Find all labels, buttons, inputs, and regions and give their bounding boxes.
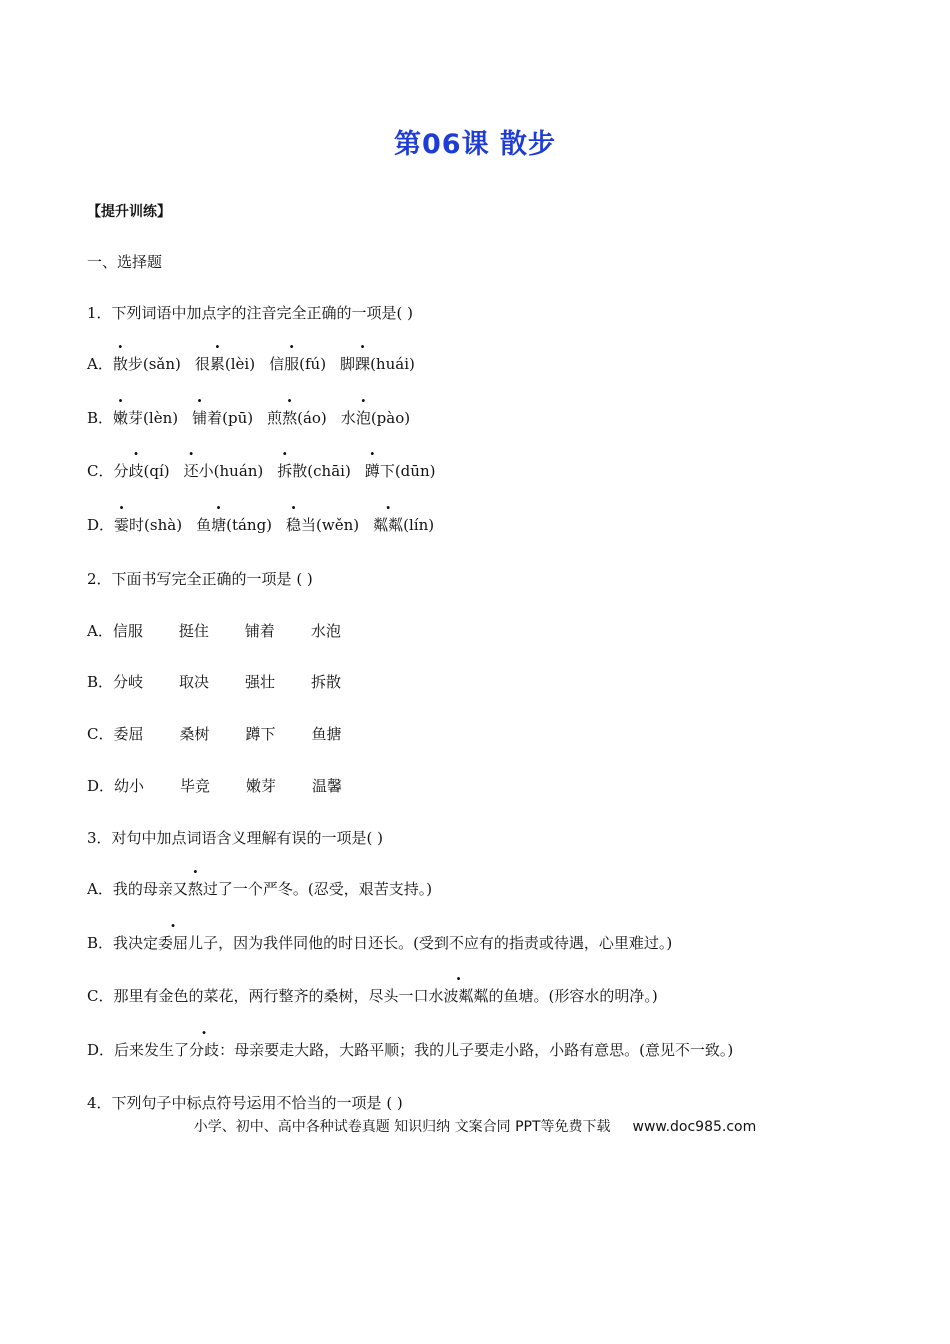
sentence-post: ：母亲要走大路，大路平顺；我的儿子要走小路，小路有意思。(意见不一致。) — [219, 1041, 734, 1059]
word-part: (huái) — [370, 355, 415, 373]
q4-stem: 4．下列句子中标点符号运用不恰当的一项是 ( ) — [87, 1094, 403, 1112]
option-label: C． — [87, 725, 114, 743]
dotted-word: 水波粼粼 — [428, 987, 489, 1005]
option-label: B． — [87, 673, 114, 691]
word-item — [113, 461, 169, 481]
q2-option-a — [87, 621, 377, 641]
option-label: D． — [87, 1041, 115, 1059]
dotted-word: 分歧 — [189, 1041, 220, 1059]
footer-text: 小学、初中、高中各种试卷真题 知识归纳 文案合同 PPT等免费下载 — [193, 1119, 611, 1135]
word-item — [286, 515, 359, 535]
word-part: 步(sǎn) — [127, 355, 181, 373]
option-label: C． — [87, 987, 114, 1005]
footer-link[interactable]: www.doc985.com — [632, 1119, 757, 1135]
word-part: 很 — [194, 355, 210, 373]
word-part: 时(shà) — [129, 516, 183, 534]
word-part: (táng) — [226, 516, 273, 534]
dotted-char: 嫩 — [113, 409, 129, 427]
option-label: D． — [87, 516, 115, 534]
option-word: 挺住 — [178, 622, 209, 640]
dotted-char: 散 — [112, 355, 128, 373]
dotted-char: 泡 — [355, 409, 371, 427]
word-part: (lèi) — [224, 355, 256, 373]
word-item — [267, 408, 327, 428]
sentence-post: 的鱼塘。(形容水的明净。) — [488, 987, 658, 1005]
option-label: C． — [87, 462, 114, 480]
word-part: 下(dūn) — [379, 462, 436, 480]
word-item — [365, 461, 436, 481]
section-heading: 【提升训练】 — [87, 204, 171, 220]
page-title: 第06课 散步 — [394, 129, 556, 160]
dotted-char: 歧 — [128, 462, 144, 480]
word-part: 煎 — [267, 409, 283, 427]
word-item — [113, 354, 181, 374]
sentence-post: 过了一个严冬。(忍受，艰苦支持。) — [202, 880, 433, 898]
word-part: (fú) — [299, 355, 327, 373]
dotted-char: 蹲 — [364, 462, 380, 480]
q3-option-d — [87, 1040, 733, 1060]
word-part: (áo) — [297, 409, 327, 427]
option-word: 取决 — [179, 673, 210, 691]
sentence-pre: 我决定 — [113, 934, 159, 952]
q3-stem: 3．对句中加点词语含义理解有误的一项是( ) — [87, 829, 384, 847]
word-part: 鱼 — [196, 516, 212, 534]
dotted-char: 粼粼 — [373, 516, 404, 534]
word-item — [340, 354, 415, 374]
option-label: D． — [87, 777, 115, 795]
word-item — [184, 461, 264, 481]
option-word: 温馨 — [312, 777, 343, 795]
dotted-char: 霎 — [114, 516, 130, 534]
part-heading: 一、选择题 — [87, 253, 163, 271]
word-item — [113, 408, 178, 428]
word-part: 水 — [340, 409, 356, 427]
option-word: 强壮 — [245, 673, 276, 691]
option-word: 委屈 — [113, 725, 144, 743]
option-label: B． — [87, 409, 114, 427]
q2-option-c — [87, 724, 377, 744]
q3-option-a — [87, 879, 432, 899]
word-part: (lín) — [403, 516, 435, 534]
option-word: 幼小 — [114, 777, 145, 795]
word-item — [114, 515, 182, 535]
dotted-char: 拆 — [277, 462, 293, 480]
option-word: 分岐 — [113, 673, 144, 691]
sentence-post: 儿子，因为我伴同他的时日还长。(受到不应有的指责或待遇，心里难过。) — [188, 934, 673, 952]
option-word: 毕竞 — [180, 777, 211, 795]
word-part: 分 — [113, 462, 129, 480]
word-part: 散(chāi) — [292, 462, 351, 480]
word-part: 当(wěn) — [301, 516, 360, 534]
word-part: (qí) — [143, 462, 170, 480]
option-word: 嫩芽 — [246, 777, 277, 795]
word-part: 脚 — [340, 355, 356, 373]
dotted-char: 累 — [209, 355, 225, 373]
q1-stem: 1．下列词语中加点字的注音完全正确的一项是( ) — [87, 304, 414, 322]
dotted-char: 服 — [284, 355, 300, 373]
dotted-char: 稳 — [286, 516, 302, 534]
word-item — [277, 461, 351, 481]
option-word: 桑树 — [179, 725, 210, 743]
option-word: 蹲下 — [245, 725, 276, 743]
q3-option-b — [87, 933, 672, 953]
option-word: 鱼搪 — [311, 725, 342, 743]
footer — [0, 1116, 950, 1136]
q2-option-d — [87, 776, 378, 796]
dotted-char: 还 — [183, 462, 199, 480]
option-label: A． — [87, 880, 113, 898]
word-part: 小(huán) — [198, 462, 264, 480]
dotted-char: 踝 — [355, 355, 371, 373]
option-word: 信服 — [112, 622, 143, 640]
dotted-char: 铺 — [192, 409, 208, 427]
word-part: 芽(lèn) — [128, 409, 179, 427]
word-part: 着(pū) — [207, 409, 254, 427]
option-word: 水泡 — [310, 622, 341, 640]
word-item — [195, 354, 255, 374]
sentence-pre: 那里有金色的菜花，两行整齐的桑树，尽头一口 — [113, 987, 429, 1005]
dotted-char: 塘 — [211, 516, 227, 534]
option-label: A． — [87, 622, 113, 640]
word-item — [373, 515, 434, 535]
word-item — [269, 354, 326, 374]
q1-option-c — [87, 461, 449, 481]
option-word: 拆散 — [311, 673, 342, 691]
word-item — [192, 408, 253, 428]
q1-option-b — [87, 408, 424, 428]
q1-option-a — [87, 354, 429, 374]
sentence-pre: 我的母亲又 — [112, 880, 188, 898]
word-part: (pào) — [370, 409, 411, 427]
option-label: B． — [87, 934, 114, 952]
word-part: 信 — [269, 355, 285, 373]
word-item — [341, 408, 410, 428]
option-label: A． — [87, 355, 113, 373]
dotted-word: 委屈 — [158, 934, 189, 952]
dotted-word: 熬 — [187, 880, 203, 898]
q1-option-d — [87, 515, 448, 535]
option-word: 铺着 — [244, 622, 275, 640]
sentence-pre: 后来发生了 — [114, 1041, 190, 1059]
word-item — [196, 515, 272, 535]
dotted-char: 熬 — [282, 409, 298, 427]
q2-stem: 2．下面书写完全正确的一项是 ( ) — [87, 570, 313, 588]
q3-option-c — [87, 986, 658, 1006]
q2-option-b — [87, 672, 377, 692]
